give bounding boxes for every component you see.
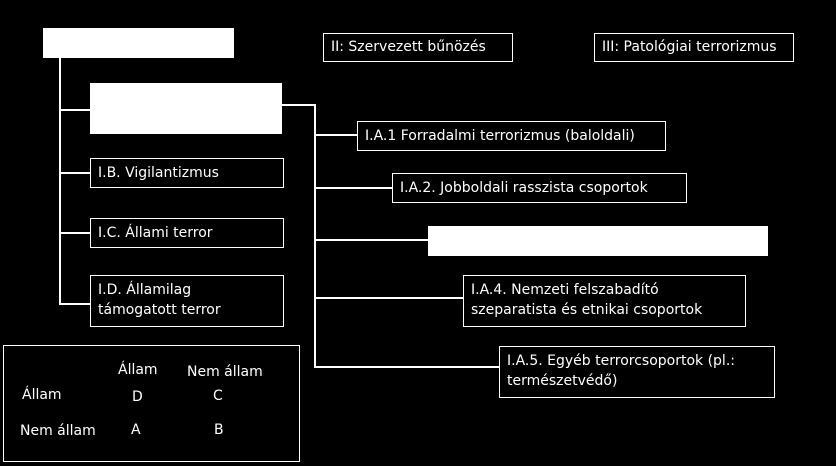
node-i-a-4-line2: szeparatista és etnikai csoportok	[471, 302, 703, 318]
node-i-a-2: I.A.2. Jobboldali rasszista csoportok	[392, 173, 687, 203]
node-i-d-line2: támogatott terror	[98, 302, 221, 318]
blank-box-i-a-3	[428, 226, 768, 256]
blank-box-root	[43, 28, 234, 58]
connector-line	[59, 232, 90, 234]
legend-matrix	[3, 345, 300, 462]
legend-col-header-state: Állam	[118, 362, 158, 378]
connector-line	[314, 134, 357, 136]
connector-line	[314, 239, 428, 241]
node-i-a-4-line1: I.A.4. Nemzeti felszabadító	[471, 282, 659, 298]
connector-line	[59, 58, 61, 305]
node-i-a-5-line2: természetvédő)	[507, 373, 618, 389]
connector-line	[314, 104, 316, 368]
connector-line	[314, 187, 392, 189]
node-i-c: I.C. Állami terror	[90, 218, 284, 248]
legend-row-header-non-state: Nem állam	[20, 423, 96, 439]
connector-line	[314, 366, 499, 368]
node-iii-pathological-terrorism: III: Patológiai terrorizmus	[594, 33, 794, 62]
connector-line	[314, 297, 463, 299]
connector-line	[59, 109, 90, 111]
legend-col-header-non-state: Nem állam	[187, 364, 263, 380]
node-i-a-5-line1: I.A.5. Egyéb terrorcsoportok (pl.:	[507, 353, 735, 369]
node-i-a-4	[463, 275, 746, 327]
blank-box-i-a	[90, 83, 282, 134]
legend-cell-a: A	[131, 422, 141, 438]
legend-row-header-state: Állam	[22, 387, 62, 403]
legend-cell-b: B	[214, 422, 224, 438]
connector-line	[282, 104, 316, 106]
node-i-d	[90, 275, 284, 327]
node-i-d-line1: I.D. Államilag	[98, 282, 192, 298]
connector-line	[59, 172, 90, 174]
node-i-b: I.B. Vigilantizmus	[90, 158, 284, 188]
node-i-a-1: I.A.1 Forradalmi terrorizmus (baloldali)	[357, 121, 666, 151]
node-i-a-5	[499, 346, 775, 398]
connector-line	[59, 303, 90, 305]
legend-cell-c: C	[213, 388, 223, 404]
legend-cell-d: D	[132, 389, 143, 405]
node-ii-organized-crime: II: Szervezett bűnözés	[323, 33, 513, 62]
